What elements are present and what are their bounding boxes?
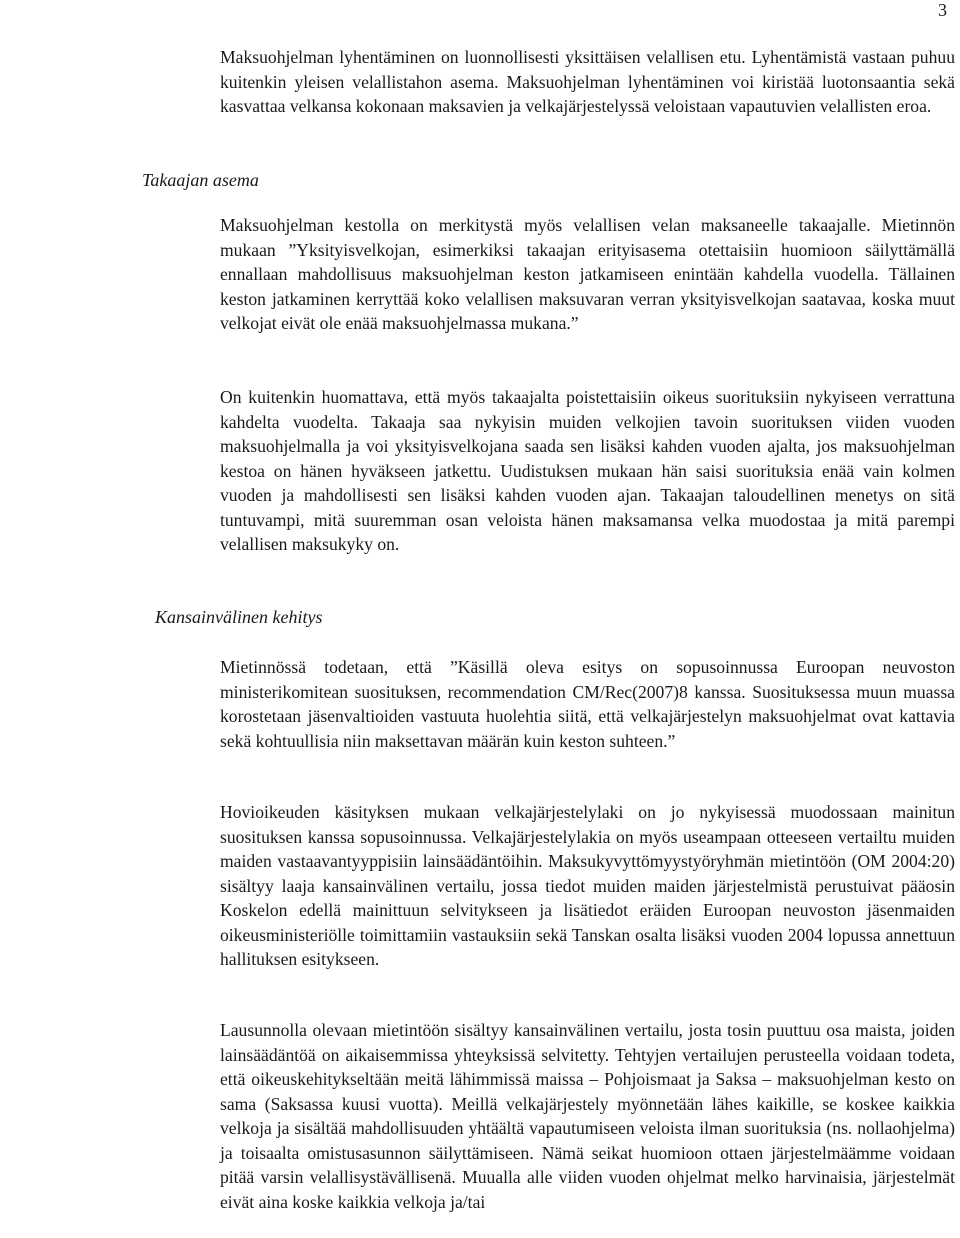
- international-paragraph-3: Lausunnolla olevaan mietintöön sisältyy kansainvälinen vertailu, josta tosin puuttuu osa maista, joiden lainsäädäntöä on aikaisemmissa yhteyksissä selvitetty. Tehtyjen vertailujen perusteella voidaan todeta, että oikeuskehitykseltään meitä lähimmissä maissa – Pohjoismaat ja Saksa – maksuohjelman kesto on sama (Saksassa kuusi vuotta). Meillä velkajärjestely myönnetään lähes kaikille, se koskee kaikkia velkoja ja sisältää mahdollisuuden yhtäältä vapautumiseen veloista ilman suorituksia (ns. nollaohjelma) ja toisaalta omistusasunnon säilyttämiseen. Nämä seikat huomioon ottaen järjestelmäämme voidaan pitää varsin velallisystävällisenä. Muualla alle viiden vuoden ohjelmat melko harvinaisia, järjestelmät eivät aina koske kaikkia velkoja ja/tai: [220, 1020, 955, 1212]
- international-paragraph-1: Mietinnössä todetaan, että ”Käsillä oleva esitys on sopusoinnussa Euroopan neuvoston ministerikomitean suosituksen, recommendation CM/Rec(2007)8 kanssa. Suosituksessa muun muassa korostetaan jäsenvaltioiden vastuuta huolehtia siitä, että velkajärjestelyn maksuohjelmat ovat kattavia sekä kohtuullisia niin maksettavan määrän kuin keston suhteen.”: [220, 657, 955, 751]
- section-heading-creditor: Takaajan asema: [142, 170, 259, 190]
- page-number: 3: [938, 0, 947, 20]
- creditor-paragraph-1: Maksuohjelman kestolla on merkitystä myös velallisen velan maksaneelle takaajalle. Mietinnön mukaan ”Yksityisvelkojan, esimerkiksi takaajan erityisasema otettaisiin huomioon säilyttämällä ennallaan mahdollisuus maksuohjelman keston jatkamiseen enintään kahdella vuodella. Tällainen keston jatkaminen kerryttää koko velallisen maksuvaran verran yksityisvelkojan saatavaa, koska muut velkojat eivät ole enää maksuohjelmassa mukana.”: [220, 215, 955, 333]
- intro-paragraph: Maksuohjelman lyhentäminen on luonnollisesti yksittäisen velallisen etu. Lyhentämistä vastaan puhuu kuitenkin yleisen velallistahon asema. Maksuohjelman lyhentäminen voi kiristää luotonsaantia sekä kasvattaa velkansa kokonaan maksavien ja velkajärjestelyssä veloistaan vapautuvien velallisten eroa.: [220, 47, 955, 116]
- creditor-paragraph-2: On kuitenkin huomattava, että myös takaajalta poistettaisiin oikeus suorituksiin nykyiseen verrattuna kahdelta vuodelta. Takaaja saa nykyisin muiden velkojien tavoin suorituksen viiden vuoden maksuohjelmalla ja voi yksityisvelkojana saada sen lisäksi kahden vuoden ajalta, jos maksuohjelman kestoa on hänen hyväkseen jatkettu. Uudistuksen mukaan hän saisi suorituksia enää vain kolmen vuoden ja mahdollisesti sen lisäksi kahden vuoden ajan. Takaajan taloudellinen menetys on sitä tuntuvampi, mitä suuremman osan veloista hänen maksamansa velka muodostaa ja mitä parempi velallisen maksukyky on.: [220, 387, 955, 554]
- international-paragraph-2: Hovioikeuden käsityksen mukaan velkajärjestelylaki on jo nykyisessä muodossaan mainitun suosituksen kanssa sopusoinnussa. Velkajärjestelylakia on myös useampaan otteeseen vertailtu muiden maiden vastaavantyyppisiin lainsäädäntöihin. Maksukyvyttömyystyöryhmän mietintöön (OM 2004:20) sisältyy laaja kansainvälinen vertailu, jossa tiedot muiden maiden järjestelmistä perustuivat pääosin Koskelon edellä mainittuun selvitykseen ja lisätiedot eräiden Euroopan neuvoston jäsenmaiden oikeusministeriölle toimittamiin vastauksiin sekä Tanskan osalta lisäksi vuoden 2004 lopussa annettuun hallituksen esitykseen.: [220, 802, 955, 969]
- section-heading-international: Kansainvälinen kehitys: [155, 607, 323, 627]
